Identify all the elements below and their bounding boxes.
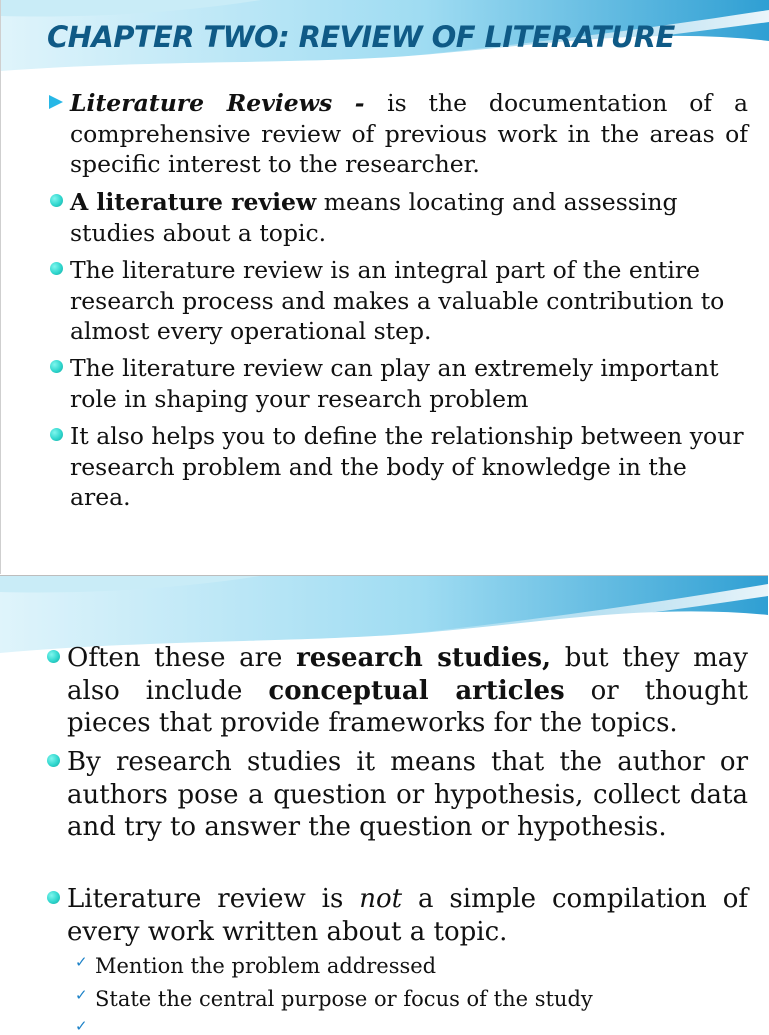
dot-bullet-icon — [50, 428, 63, 441]
checkmark-icon: ✓ — [75, 986, 88, 1004]
bullet-text: By research studies it means that the author or authors pose a question or hypothesis, collect data and try to answer the question or hypothesis. — [67, 747, 748, 842]
dot-bullet-icon — [50, 194, 63, 207]
slide-2 — [0, 575, 768, 1035]
bullet-text — [67, 883, 748, 948]
bullet-text — [70, 187, 748, 248]
dot-bullet-icon — [47, 754, 60, 767]
bullet-text — [70, 88, 748, 180]
bullet-body: Literature review is — [67, 884, 360, 914]
bullet-body: a simple compilation of every work written about a topic. — [67, 884, 748, 947]
subitem-text: State the central purpose or focus of the study — [95, 987, 593, 1011]
checkmark-icon: ✓ — [75, 1017, 88, 1035]
dot-bullet-icon — [50, 360, 63, 373]
bullet-body: Often these are — [67, 643, 297, 673]
bullet-text: The literature review can play an extremely important role in shaping your research problem — [70, 354, 719, 413]
bullet-bold-term: Literature Reviews - — [70, 89, 388, 117]
bullet-body: but they may also include — [67, 643, 748, 706]
bullet-body: or thought pieces that provide frameworks for the topics. — [67, 675, 748, 738]
slide-title: CHAPTER TWO: REVIEW OF LITERATURE — [47, 20, 675, 54]
arrow-bullet-icon — [49, 95, 63, 109]
bullet-body: means locating and assessing studies about a topic. — [70, 188, 678, 247]
bullet-text: The literature review is an integral part of the entire research process and makes a valuable contribution to almost every operational step. — [70, 256, 725, 345]
bullet-italic-term: not — [359, 884, 403, 914]
dot-bullet-icon — [50, 262, 63, 275]
checkmark-icon: ✓ — [75, 953, 88, 971]
bullet-bold-term: conceptual articles — [268, 675, 565, 706]
subitem-text: Mention the problem addressed — [95, 954, 437, 978]
bullet-body: is the documentation of a comprehensive review of previous work in the areas of specific interest to the researcher. — [70, 89, 748, 178]
bullet-bold-term: A literature review — [70, 188, 317, 216]
bullet-text — [67, 642, 748, 740]
dot-bullet-icon — [47, 650, 60, 663]
bullet-bold-term: research studies, — [296, 643, 552, 673]
dot-bullet-icon — [47, 891, 60, 904]
bullet-text: It also helps you to define the relationship between your research problem and the body of knowledge in the area. — [70, 422, 744, 511]
